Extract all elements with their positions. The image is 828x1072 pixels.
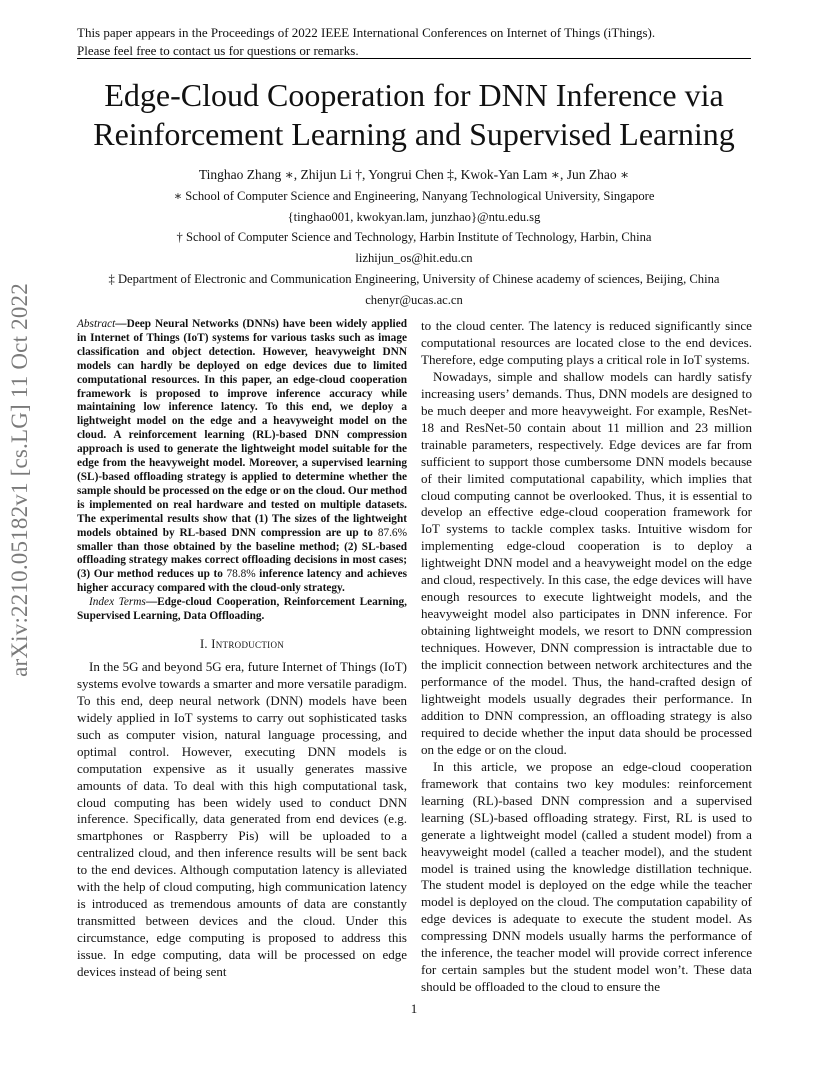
section-number: I.	[199, 636, 208, 651]
left-column	[77, 318, 407, 981]
section-title: Introduction	[211, 636, 285, 651]
author-list: Tinghao Zhang ∗, Zhijun Li †, Yongrui Chen ‡, Kwok-Yan Lam ∗, Jun Zhao ∗	[198, 167, 630, 182]
abstract-percent-1: 87.6%	[377, 526, 407, 539]
notice-line-2: Please feel free to contact us for questions or remarks.	[77, 42, 359, 58]
page-number: 1	[410, 1001, 418, 1016]
affiliation-2: † School of Computer Science and Technology, Harbin Institute of Technology, Harbin, China	[176, 230, 652, 245]
paper-title	[40, 76, 788, 154]
abstract-text-c: inference latency and achieves higher accuracy compared with the cloud-only strategy.	[77, 568, 407, 595]
abstract	[77, 318, 407, 596]
affiliation-2-email: lizhijun_os@hit.edu.cn	[355, 251, 473, 266]
abstract-label: Abstract	[77, 318, 116, 330]
affiliation-1: ∗ School of Computer Science and Engineering, Nanyang Technological University, Singapore	[173, 189, 655, 203]
notice-line-1: This paper appears in the Proceedings of 2022 IEEE International Conferences on Internet of Things (iThings).	[77, 25, 656, 40]
abstract-text-b: smaller than those obtained by the baseline method; (2) SL-based offloading strategy makes correct offloading decisions in most cases; (3) Our method reduces up to	[77, 540, 407, 581]
index-terms	[77, 596, 407, 624]
abstract-percent-2: 78.8%	[226, 568, 256, 581]
right-column	[421, 318, 752, 996]
index-terms-text: —Edge-cloud Cooperation, Reinforcement Learning, Supervised Learning, Data Offloading.	[77, 596, 408, 623]
affiliation-3-email: chenyr@ucas.ac.cn	[365, 292, 463, 307]
section-heading	[77, 636, 407, 653]
header-rule	[77, 58, 751, 59]
conference-notice	[77, 24, 757, 59]
affiliation-1-email: {tinghao001, kwokyan.lam, junzhao}@ntu.edu.sg	[287, 209, 541, 224]
title-line-2: Reinforcement Learning and Supervised Learning	[93, 116, 735, 152]
intro-paragraph-1: In the 5G and beyond 5G era, future Internet of Things (IoT) systems evolve towards a smarter and more versatile paradigm. To this end, deep neural network (DNN) models have been widely applied in IoT systems to carry out sophisticated tasks such as computer vision, natural language processing, and optimal control. However, executing DNN models is computation expensive as it usually generates massive amounts of data. To deal with this high computational task, cloud computing has been widely used to conduct DNN inference. Specifically, data generated from end devices (e.g. smartphones or Raspberry Pis) will be uploaded to a centralized cloud, and then inference results will be sent back to the end devices. Although computation latency is alleviated with the help of cloud computing, high communication latency is introduced as tremendous amounts of data are constantly transmitted between devices and the cloud. Under this circumstance, edge computing is proposed to address this issue. In edge computing, data will be processed on edge devices instead of being sent	[77, 658, 407, 980]
abstract-text-a: —Deep Neural Networks (DNNs) have been widely applied in Internet of Things (IoT) systems for various tasks such as image classification and object detection. However, heavyweight DNN models can hardly be deployed on edge devices due to limited computational resources. In this paper, an edge-cloud cooperation framework is proposed to improve inference accuracy while maintaining low inference latency. To this end, we deploy a lightweight model on the edge and a heavyweight model on the cloud. A reinforcement learning (RL)-based DNN compression approach is used to generate the lightweight model suitable for the edge from the heavyweight model. Moreover, a supervised learning (SL)-based offloading strategy is applied to determine whether the sample should be processed on the edge or on the cloud. Our method is implemented on real hardware and tested on multiple datasets. The experimental results show that (1) The sizes of the lightweight models obtained by RL-based DNN compression are up to	[77, 318, 407, 539]
right-paragraph-3: In this article, we propose an edge-cloud cooperation framework that contains two key modules: reinforcement learning (RL)-based DNN compression and a supervised learning (SL)-based offloading strategy. First, RL is used to generate a lightweight model (called a student model) from a heavyweight model (called a teacher model), and the student model is trained using the knowledge distillation technique. The student model is deployed on the edge while the teacher model is deployed on the cloud. The computation capability of edge devices is adequate to execute the student model. As compressing DNN models usually harms the performance of the inference, the teacher model will provide correct inference for certain samples but the student model won’t. These data should be offloaded to the cloud to ensure the	[421, 758, 752, 995]
right-paragraph-1: to the cloud center. The latency is reduced significantly since computational resources are located close to the end devices. Therefore, edge computing plays a critical role in IoT systems.	[421, 318, 752, 367]
title-line-1: Edge-Cloud Cooperation for DNN Inference via	[104, 77, 724, 113]
affiliations	[40, 186, 788, 310]
arxiv-identifier: arXiv:2210.05182v1 [cs.LG] 11 Oct 2022	[7, 283, 32, 677]
index-terms-label: Index Terms	[89, 596, 146, 609]
affiliation-3: ‡ Department of Electronic and Communication Engineering, University of Chinese academy of sciences, Beijing, China	[108, 271, 720, 286]
right-paragraph-2: Nowadays, simple and shallow models can hardly satisfy increasing users’ demands. Thus, DNN models are designed to be much deeper and more heavyweight. For example, ResNet-18 and ResNet-50 contain about 11 million and 23 million trainable parameters, respectively. Edge devices are far from sufficient to support those cumbersome DNN models because of their limited computational capability, which implies that cloud computing cannot be overlooked. Thus, it is essential to develop an effective edge-cloud cooperation framework for IoT systems to tackle complex tasks. Intuitive wisdom for implementing edge-cloud cooperation is to deploy a lightweight DNN model and a heavyweight model on the edge and cloud, respectively. In this case, the edge devices will have enough resources to execute lightweight models, and the heavyweight model also participates in DNN inference. For obtaining lightweight models, we resort to DNN compression techniques. However, DNN compression is intractable due to the implicit connection between network architectures and the performance of the model. Thus, the hand-crafted design of lightweight models usually degrades their performance. In addition to DNN compression, an offloading strategy is also required to decide whether the input data should be processed on the edge or on the cloud.	[421, 368, 752, 757]
